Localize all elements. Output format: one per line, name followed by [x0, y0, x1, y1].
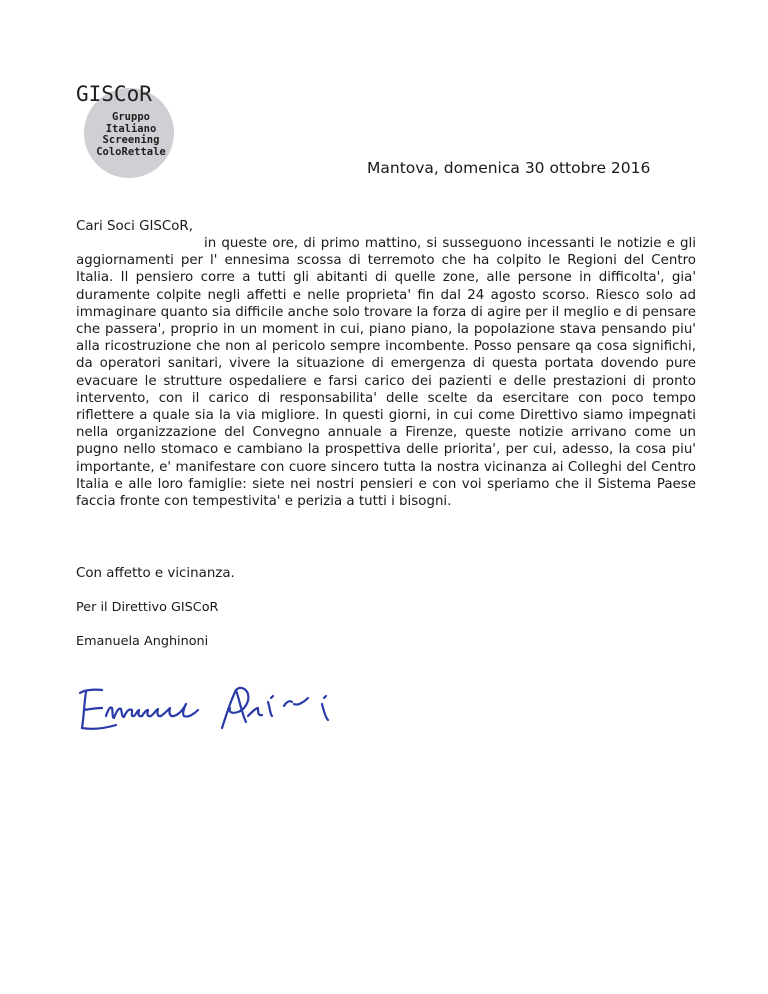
logo-subtitle: [76, 112, 186, 158]
logo-subtitle-line: Screening: [102, 134, 160, 146]
logo-subtitle-line: ColoRettale: [96, 145, 166, 158]
closing: Con affetto e vicinanza.: [76, 566, 235, 581]
logo-subtitle-line: Italiano: [105, 122, 157, 135]
letter-body-paragraph: in queste ore, di primo mattino, si susseguono incessanti le notizie e gli aggiornamenti per l' ennesima scossa di terremoto che ha colpito le Regioni del Centro Italia. Il pensiero corre a tutti gli abitanti di quelle zone, alle persone in difficolta', gia' duramente colpite negli affetti e nelle proprieta' fin dal 24 agosto scorso. Riesco solo ad immaginare quanto sia difficile anche solo trovare la forza di agire per il meglio e di pensare che passera', proprio in un moment in cui, piano piano, la popolazione stava pensando piu' alla ricostruzione che non al pericolo sempre incombente. Posso pensare qa cosa significhi, da operatori sanitari, vivere la situazione di emergenza di questa portata dovendo pure evacuare le strutture ospedaliere e farsi carico dei pazienti e delle prestazioni di pronto intervento, con il carico di responsabilita' delle scelte da esercitare con poco tempo riflettere a quale sia la via migliore. In questi giorni, in cui come Direttivo siamo impegnati nella organizzazione del Convegno annuale a Firenze, queste notizie arrivano come un pugno nello stomaco e cambiano la prospettiva delle priorita', per cui, adesso, la cosa piu' importante, e' manifestare con cuore sincero tutta la nostra vicinanza ai Colleghi del Centro Italia e alle loro famiglie: siete nei nostri pensieri e con voi speriamo che il Sistema Paese faccia fronte con tempestivita' e perizia a tutti i bisogni.: [76, 236, 696, 510]
letter-body: [76, 235, 696, 510]
giscor-logo: [76, 82, 186, 182]
on-behalf-line: Per il Direttivo GISCoR: [76, 600, 219, 615]
greeting: Cari Soci GISCoR,: [76, 219, 193, 234]
place-date: Mantova, domenica 30 ottobre 2016: [367, 159, 651, 177]
handwritten-signature: [72, 672, 352, 742]
signer-name: Emanuela Anghinoni: [76, 634, 209, 649]
logo-title: GISCoR: [76, 82, 152, 106]
logo-subtitle-line: Gruppo: [112, 111, 150, 123]
